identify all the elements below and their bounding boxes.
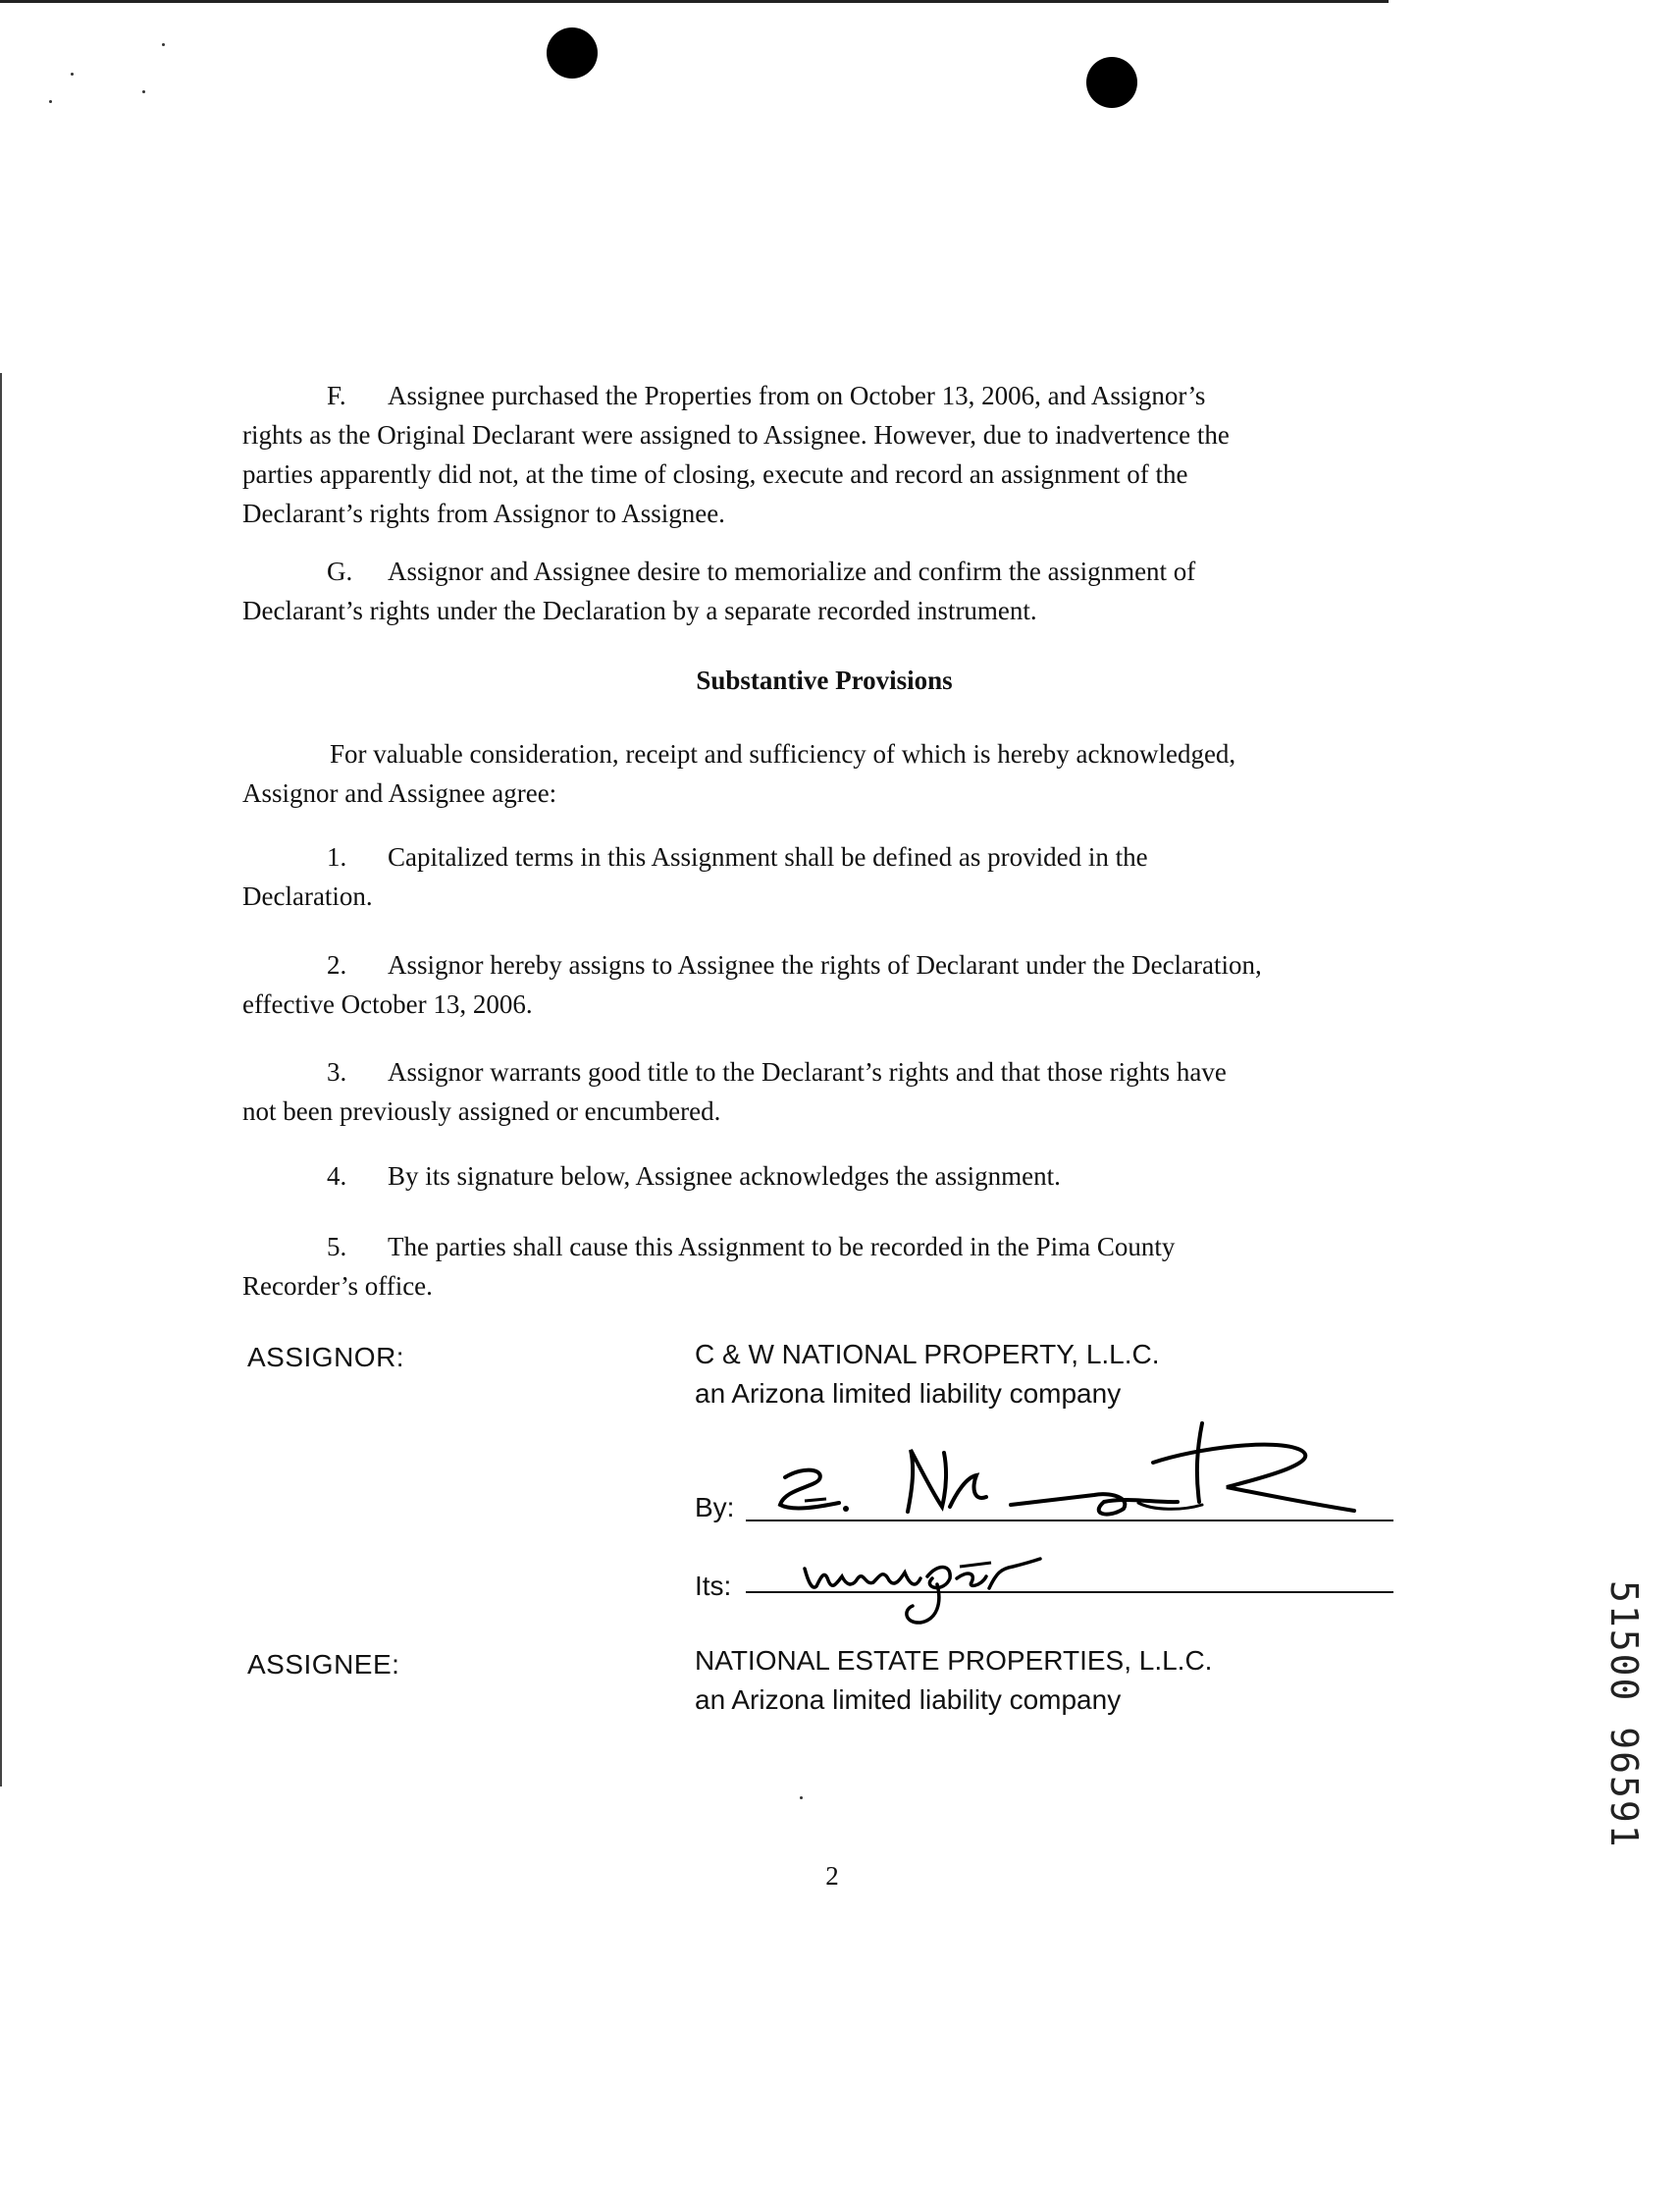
punch-hole [547,27,598,79]
recital-f-line: parties apparently did not, at the time of closing, execute and record an assignment of the [242,459,1188,489]
recital-label: G. [327,557,353,586]
its-label: Its: [695,1571,732,1601]
assignor-label: ASSIGNOR: [247,1342,405,1372]
recital-label: F. [327,381,346,410]
provision-first-line: 4. By its signature below, Assignee acknowledges the assignment. [242,1156,1425,1196]
recital-f-first-line: F. Assignee purchased the Properties from on October 13, 2006, and Assignor’s [242,376,1425,415]
section-heading: Substantive Provisions [696,666,953,695]
by-label: By: [695,1492,735,1522]
provision-1 [242,837,1425,916]
intro-first-line: For valuable consideration, receipt and sufficiency of which is hereby acknowledged, [330,739,1236,769]
page-number: 2 [825,1861,839,1891]
scan-speck [800,1796,803,1799]
scan-left-edge [0,373,2,1787]
scan-top-edge [0,0,1389,3]
recording-stamp: 51500 96591 [1602,1580,1646,1849]
assignee-company-type: an Arizona limited liability company [695,1684,1122,1715]
provision-3 [242,1052,1425,1131]
intro-line: Assignor and Assignee agree: [242,778,557,808]
assignor-company-type: an Arizona limited liability company [695,1378,1122,1409]
recital-f-line: Declarant’s rights from Assignor to Assignee. [242,499,725,528]
provision-number: 2. [327,950,347,980]
provision-line: not been previously assigned or encumbered. [242,1096,721,1126]
provision-4 [242,1156,1425,1196]
assignee-company-block [695,1641,1212,1720]
provision-first-line: 3. Assignor warrants good title to the Declarant’s rights and that those rights have [242,1052,1425,1092]
assignee-company-name: NATIONAL ESTATE PROPERTIES, L.L.C. [695,1645,1213,1676]
assignor-company-block [695,1335,1160,1414]
scan-speck [49,100,52,103]
provision-line: Declaration. [242,881,373,911]
scan-speck [71,73,74,76]
assignee-label: ASSIGNEE: [247,1649,400,1680]
provision-number: 5. [327,1232,347,1261]
recital-f-line: rights as the Original Declarant were assigned to Assignee. However, due to inadvertence the [242,420,1230,450]
provision-number: 3. [327,1057,347,1087]
provision-line: effective October 13, 2006. [242,989,533,1019]
signature-graphic [765,1409,1393,1536]
assignor-company-name: C & W NATIONAL PROPERTY, L.L.C. [695,1339,1160,1369]
provision-number: 1. [327,842,347,872]
recital-g-line: Declarant’s rights under the Declaration by a separate recorded instrument. [242,596,1037,625]
provision-first-line: 5. The parties shall cause this Assignment to be recorded in the Pima County [242,1227,1425,1266]
provision-5 [242,1227,1425,1306]
provision-line: Recorder’s office. [242,1271,433,1301]
recital-f [242,376,1425,533]
scan-speck [142,90,145,93]
provision-number: 4. [327,1161,347,1191]
intro-paragraph [242,734,1425,813]
handwritten-title [795,1549,1050,1637]
provision-first-line: 1. Capitalized terms in this Assignment shall be defined as provided in the [242,837,1425,877]
provision-first-line: 2. Assignor hereby assigns to Assignee the rights of Declarant under the Declaration, [242,945,1425,985]
punch-hole [1086,57,1137,108]
provision-2 [242,945,1425,1024]
recital-g-first-line: G. Assignor and Assignee desire to memorialize and confirm the assignment of [242,552,1425,591]
recital-g [242,552,1425,630]
scan-speck [162,43,165,46]
